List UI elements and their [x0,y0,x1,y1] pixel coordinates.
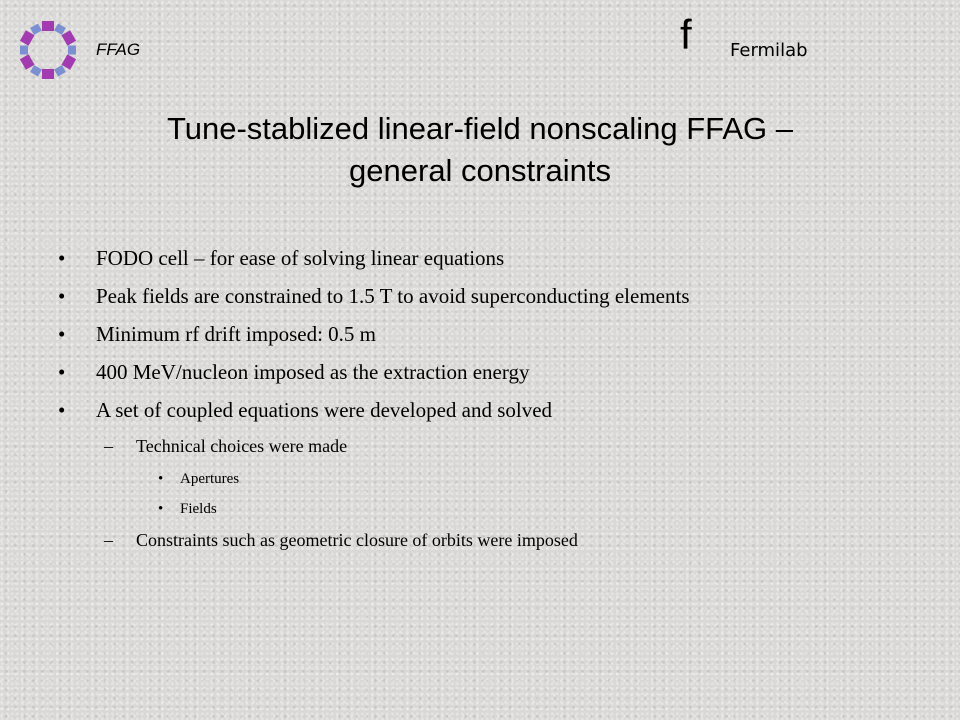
ring-magnet-block [54,65,66,76]
bullet-item [58,396,938,434]
sub-bullet-item [58,528,938,562]
sub-bullet-item [58,434,938,468]
bullet-text: Peak fields are constrained to 1.5 T to avoid superconducting elements [96,284,690,308]
bullet-icon: • [58,398,66,422]
sub-sub-bullet-text: Apertures [180,471,240,487]
ring-magnet-block [20,54,35,69]
ring-magnet-block [68,46,76,55]
ring-magnet-block [61,54,76,69]
header-ffag-label: FFAG [96,40,141,59]
bullet-text: A set of coupled equations were developed and solved [96,398,553,422]
bullet-icon: • [58,360,66,384]
bullet-icon: • [58,246,66,270]
ring-magnet-block [30,24,42,35]
ring-magnet-block [30,65,42,76]
ffag-ring-icon [14,16,82,84]
bullet-text: FODO cell – for ease of solving linear equations [96,246,505,270]
bullet-text: Minimum rf drift imposed: 0.5 m [96,322,376,346]
sub-bullet-text: Technical choices were made [136,436,348,456]
sub-sub-bullet-text: Fields [180,501,217,517]
slide-title [60,108,900,192]
bullet-icon: • [158,501,164,517]
bullet-item [58,282,938,320]
bullet-item [58,320,938,358]
ring-magnet-block [61,30,76,45]
bullet-text: 400 MeV/nucleon imposed as the extraction energy [96,360,530,384]
sub-sub-bullet-item [58,498,938,528]
bullet-item [58,358,938,396]
bullet-item [58,244,938,282]
bullet-list [58,244,938,562]
fermilab-logo-letter: f [680,11,692,58]
ring-magnet-block [20,46,28,55]
sub-sub-bullet-item [58,468,938,498]
bullet-icon: • [58,284,66,308]
bullet-icon: • [58,322,66,346]
dash-icon: – [104,530,113,550]
dash-icon: – [104,436,113,456]
sub-bullet-text: Constraints such as geometric closure of orbits were imposed [136,530,578,550]
slide-title-line-2: general constraints [349,153,611,188]
ring-magnet-block [54,24,66,35]
bullet-icon: • [158,471,164,487]
ring-magnet-block [20,30,35,45]
ring-magnet-block [42,69,54,79]
slide-title-line-1: Tune-stablized linear-field nonscaling FFAG – [166,111,794,146]
header-fermilab-label: Fermilab [730,40,808,61]
ring-magnet-block [42,21,54,31]
